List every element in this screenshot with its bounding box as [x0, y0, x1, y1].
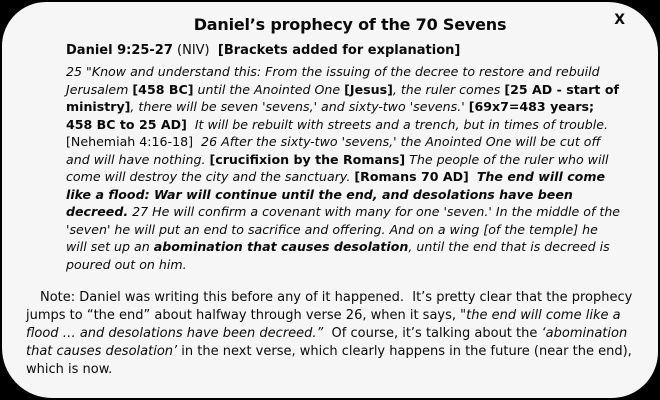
- scripture-text: 25 "Know and understand this: From the issuing of the decree to restore and rebuild Jerusalem [458 BC] until the Anointed One [Jesus], the ruler comes [25 AD - start of ministry], there will be seven 'sevens,' and sixty-two 'sevens.' [69x7=483 years; 458 BC to 25 AD] It will be rebuilt with streets and a trench, but in times of trouble. [Nehemiah 4:16-18] 26 After the sixty-two 'sevens,' the Anointed One will be cut off and will have nothing. [crucifixion by the Romans] The people of the ruler who will come will destroy the city and the sanctuary. [Romans 70 AD] The end will come like a flood: War will continue until the end, and desolations have been decreed. 27 He will confirm a covenant with many for one 'seven.' In the middle of the 'seven' he will put an end to sacrifice and offering. And on a wing [of the temple] he will set up an abomination that causes desolation, until the end that is decreed is poured out on him.: [66, 64, 625, 272]
- close-button[interactable]: X: [614, 12, 625, 28]
- scripture-reference: Daniel 9:25-27 (NIV) [Brackets added for explanation]: [66, 43, 461, 58]
- note-text: Note: Daniel was writing this before any of it happened. It’s pretty clear that the prophecy jumps to “the end” about halfway through verse 26, when it says, "the end will come like a flood … and desolations have been decreed.” Of course, it’s talking about the ‘abomination that causes desolation’ in the next verse, which clearly happens in the future (near the end), which is now.: [26, 290, 637, 377]
- page-title: Daniel’s prophecy of the 70 Sevens: [193, 15, 507, 34]
